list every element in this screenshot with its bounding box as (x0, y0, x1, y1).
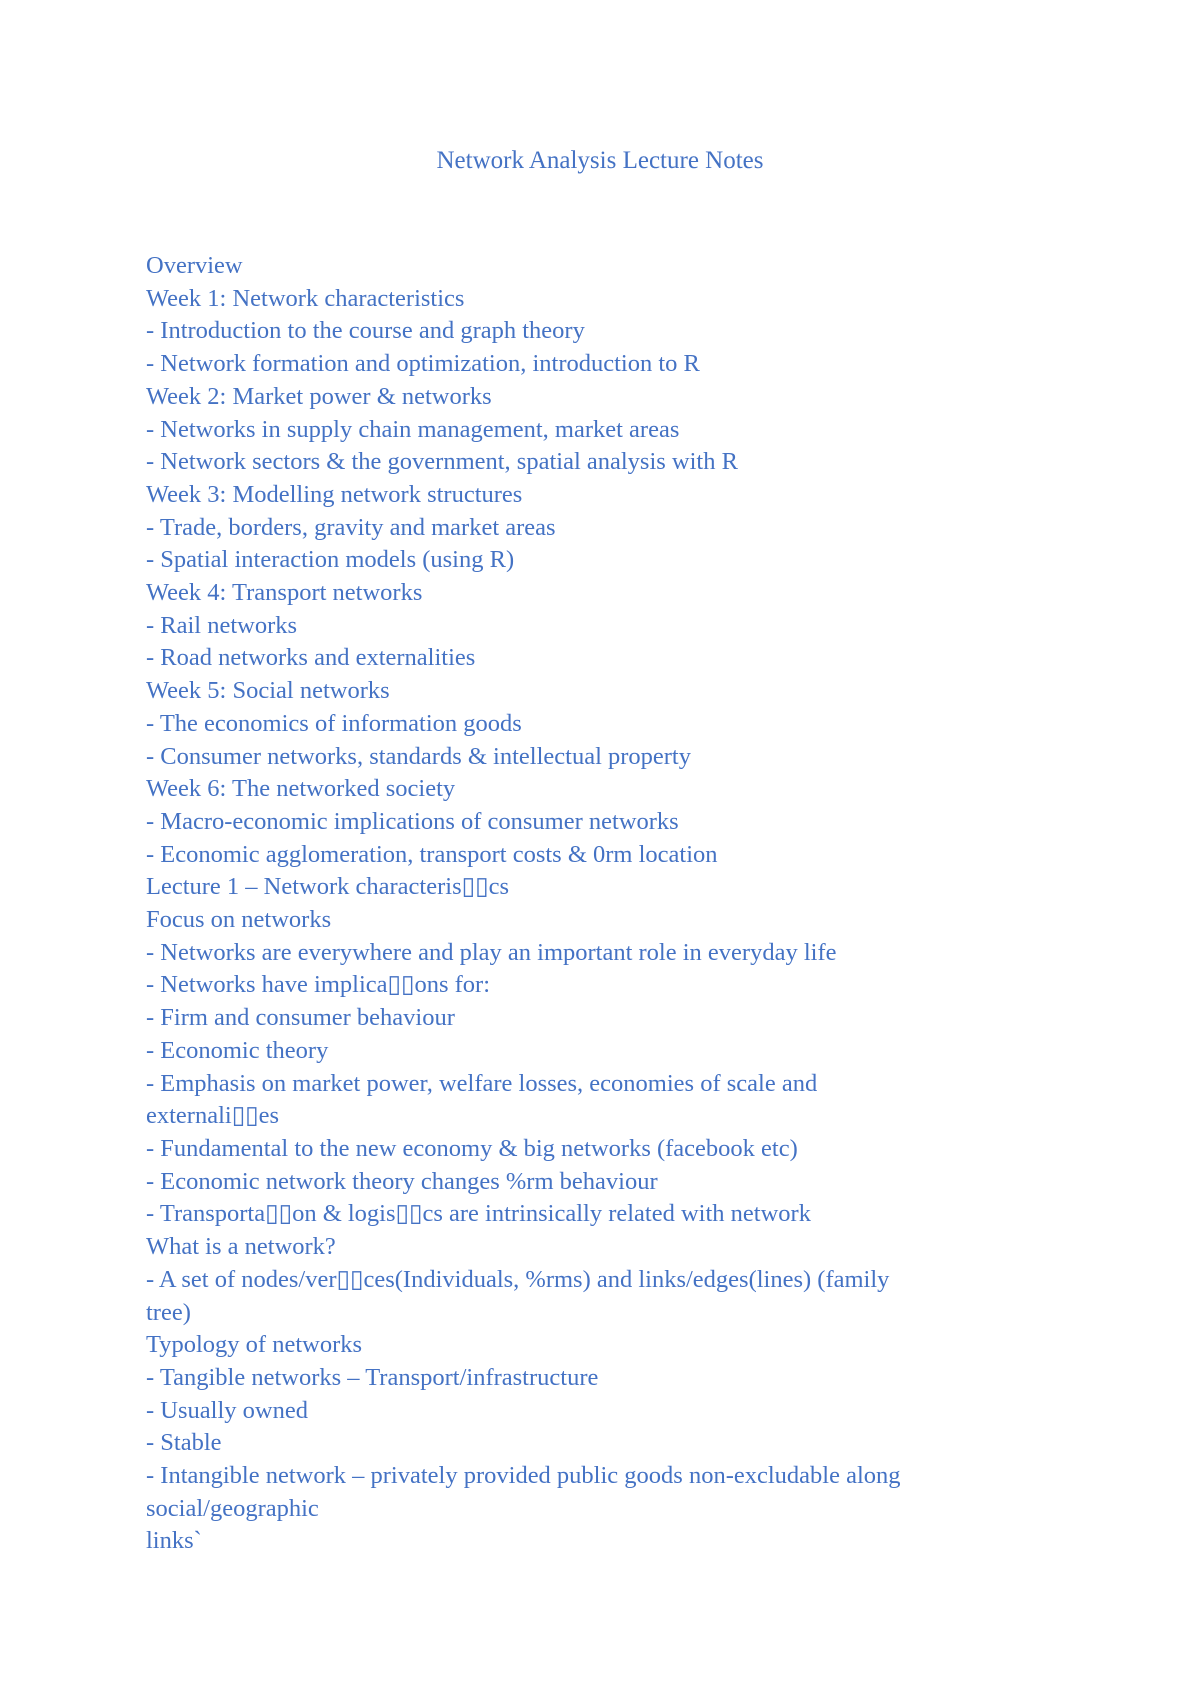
text-line: tree) (146, 1298, 191, 1326)
text-line: Week 4: Transport networks (146, 579, 423, 607)
text-line: - The economics of information goods (146, 709, 522, 737)
text-line: Week 6: The networked society (146, 775, 456, 803)
text-line: - Consumer networks, standards & intellectual property (146, 742, 691, 770)
text-line: - Firm and consumer behaviour (146, 1004, 455, 1032)
text-line: - Trade, borders, gravity and market areas (146, 513, 556, 541)
text-line: Focus on networks (146, 906, 332, 934)
text-line: links` (146, 1527, 202, 1555)
text-line: - Network sectors & the government, spatial analysis with R (146, 448, 738, 476)
text-line: social/geographic (146, 1494, 319, 1522)
text-line: - Stable (146, 1429, 222, 1457)
text-line: - Fundamental to the new economy & big networks (facebook etc) (146, 1134, 798, 1162)
text-line: Typology of networks (146, 1331, 363, 1359)
text-line: externali▯▯es (146, 1102, 280, 1130)
document-title: Network Analysis Lecture Notes (436, 147, 764, 174)
text-line: - Intangible network – privately provided public goods non-excludable along (146, 1462, 901, 1490)
text-line: - Networks have implica▯▯ons for: (146, 971, 491, 999)
text-line: - Economic theory (146, 1036, 329, 1064)
text-line: What is a network? (146, 1233, 336, 1261)
text-line: - Economic agglomeration, transport costs & 0rm location (146, 840, 718, 868)
text-line: - Networks in supply chain management, market areas (146, 415, 680, 443)
text-line: - Spatial interaction models (using R) (146, 546, 515, 574)
text-line: - Road networks and externalities (146, 644, 476, 672)
text-line: - Economic network theory changes %rm behaviour (146, 1167, 658, 1195)
text-line: - Tangible networks – Transport/infrastructure (146, 1363, 599, 1391)
text-line: - Introduction to the course and graph theory (146, 317, 585, 345)
text-line: - Network formation and optimization, introduction to R (146, 350, 700, 378)
text-line: Week 5: Social networks (146, 677, 390, 705)
text-line: - Emphasis on market power, welfare losses, economies of scale and (146, 1069, 818, 1097)
text-line: - Networks are everywhere and play an important role in everyday life (146, 938, 837, 966)
document-body (146, 250, 1046, 1558)
text-line: Overview (146, 252, 243, 279)
text-line: Lecture 1 – Network characteris▯▯cs (146, 873, 509, 901)
text-line: - A set of nodes/ver▯▯ces(Individuals, %rms) and links/edges(lines) (family (146, 1265, 890, 1293)
text-line: - Macro-economic implications of consumer networks (146, 807, 679, 835)
text-line: Week 2: Market power & networks (146, 382, 492, 410)
text-line: - Rail networks (146, 611, 298, 639)
text-line: Week 1: Network characteristics (146, 284, 465, 312)
text-line: Week 3: Modelling network structures (146, 480, 523, 508)
text-line: - Transporta▯▯on & logis▯▯cs are intrinsically related with network (146, 1200, 811, 1228)
text-line: - Usually owned (146, 1396, 308, 1424)
